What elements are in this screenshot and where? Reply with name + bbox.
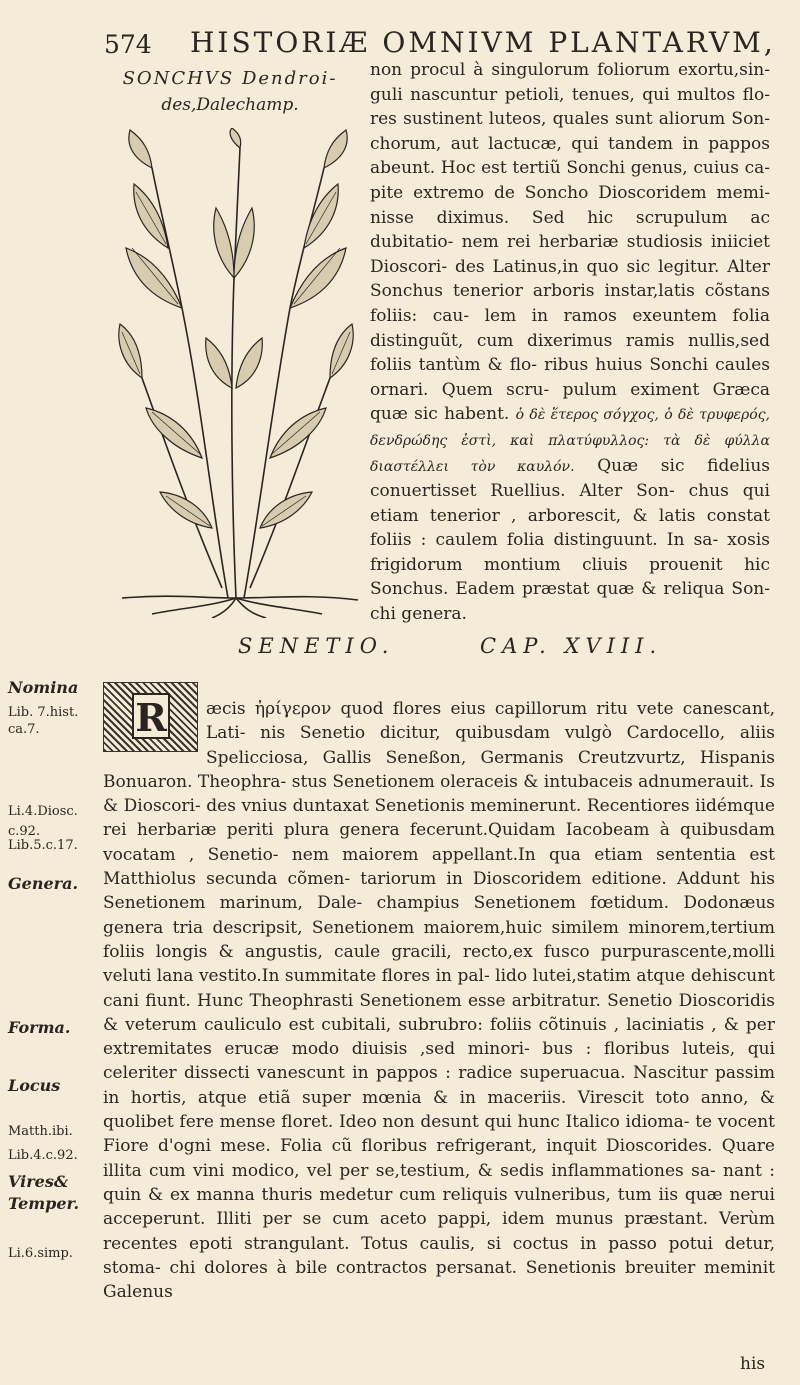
column-text [370,58,770,627]
catchword: his [740,1354,766,1374]
margin-ref: ca.7. [8,722,40,737]
chapter-number: CAP. XVIII. [480,634,663,658]
margin-ref: c.92. [8,824,41,839]
margin-vires: Vires& [8,1172,69,1191]
margin-ref: Lib.4.c.92. [8,1148,78,1163]
margin-locus: Locus [8,1076,61,1095]
section-heading [0,634,800,666]
figure-caption [115,66,345,118]
body-lead: æcis ἠρίγερον quod flores eius capillorum ritu vete canescant, Lati- nis Senetio dicitur, quibusdam vulgò Cardocello, aliis Spelicciosa, Gallis Seneßon, Germanis Creutzvurtz, Hispanis Bonuaron. Theophra- stus Senetionem oleraceis & intubaceis adnumerauit. [103,699,775,792]
margin-ref: Lib. 7.hist. [8,705,79,720]
margin-nomina: Nomina [8,678,79,697]
section-name: SENETIO. [238,634,395,658]
margin-ref: Li.6.simp. [8,1246,73,1261]
column-paragraph: non procul à singulorum foliorum exortu,sin- guli nascuntur petioli, tenues, qui multos flo- res sustinent luteos, quales sunt aliorum Son- chorum, aut lactucæ, qui tandem in pappos abeunt. Hoc est tertiũ Sonchi genus, cuius ca- pite extremo de Soncho Dioscoridem memi- nisse diximus. Sed hic scrupulum ac dubitatio- nem rei herbariæ studiosis iniiciet Dioscori- des Latinus,in quo sic legitur. Alter Sonchus tenerior arboris instar,latis cõstans foliis: cau- lem in ramos exeuntem folia distinguũt, cum dixerimus ramis nullis,sed foliis tantùm & flo- ribus huius Sonchi caules ornari. Quem scru- pulum eximent Græca quæ sic habent. [370,60,770,425]
decorated-initial [103,682,198,752]
running-title: HISTORIÆ OMNIVM PLANTARVM, [190,26,776,59]
margin-ref: Li.4.Diosc. [8,804,78,819]
margin-temper: Temper. [8,1194,80,1213]
column-paragraph-continued: Quæ sic fidelius conuertisset Ruellius. Alter Son- chus qui etiam tenerior , arborescit, & latis constat foliis : caulem folia distinguunt. In sa- xosis frigidorum montium cliuis prouenit hic Sonchus. Eadem præstat quæ & reliqua Son- chi genera. [370,455,770,625]
margin-genera: Genera. [8,874,79,893]
body-text: Is & Dioscori- des vnius duntaxat Senetionis meminerunt. Recentiores iidémque rei herbariæ periti plura genera fecerunt.Quidam Iacobeam à quibusdam vocatam , Senetio- nem maiorem appellant.In qua etiam sententia est Matthiolus secunda cõmen- tariorum in Dioscoridem editione. Addunt his Senetionem marinum, Dale- champius Senetionem fœtidum. Dodonæus genera tria descripsit, Senetionem maiorem,huic similem minorem,tertium foliis longis & angustis, caule gracili, recto,ex fusco purpurascente,molli veluti lana vestito.In summitate flores in pal- lido lutei,statim atque dehiscunt cani fiunt. Hunc Theophrasti Senetionem esse arbitratur. Senetio Dioscoridis & veterum cauliculo est cubitali, subrubro: foliis cõtinuis , laciniatis , & per extremitates erucæ modo diuisis ,sed minori- bus : floribus luteis, qui celeriter dissecti vanescunt in pappos : radice superuacua. Nascitur passim in hortis, atque etiã super mœnia & in maceriis. Virescit toto anno, & quolibet fere mense floret. Ideo non desunt qui hunc Italico idioma- te vocent Fiore d'ogni mese. Folia cũ floribus refrigerant, inquit Dioscorides. Quare illita cum vini modico, vel per se,testium, & sedis inflammationes sa- nant : quin & ex manna thuris medetur cum reliquis vulneribus, tum iis quæ nerui acceperunt. Illiti per se cum aceto pappi, idem munus præstant. Verùm recentes epoti strangulant. Totus caulis, si coctus in passo potui detur, stoma- chi dolores à bile contractos persanat. Senetionis breuiter meminit Galenus [103,771,776,1303]
initial-letter: R [132,693,170,739]
margin-ref: Matth.ibi. [8,1124,73,1139]
senetio-body [103,680,775,1321]
margin-ref: Lib.5.c.17. [8,838,78,853]
margin-forma: Forma. [8,1018,71,1037]
figure-caption-line-1: SONCHVS Dendroi- [122,68,338,89]
sonchus-plant-woodcut [112,128,360,618]
page-number: 574 [104,30,152,59]
greek-quotation: ὁ δὲ ἕτερος σόγχος, ὁ δὲ τρυφερός, δενδρώδης ἐστὶ, καὶ πλατύφυλλος: τὰ δὲ φύλλα διαστέλλει τὸν καυλόν. [370,407,771,475]
figure-caption-line-2: des,Dalechamp. [161,95,299,115]
